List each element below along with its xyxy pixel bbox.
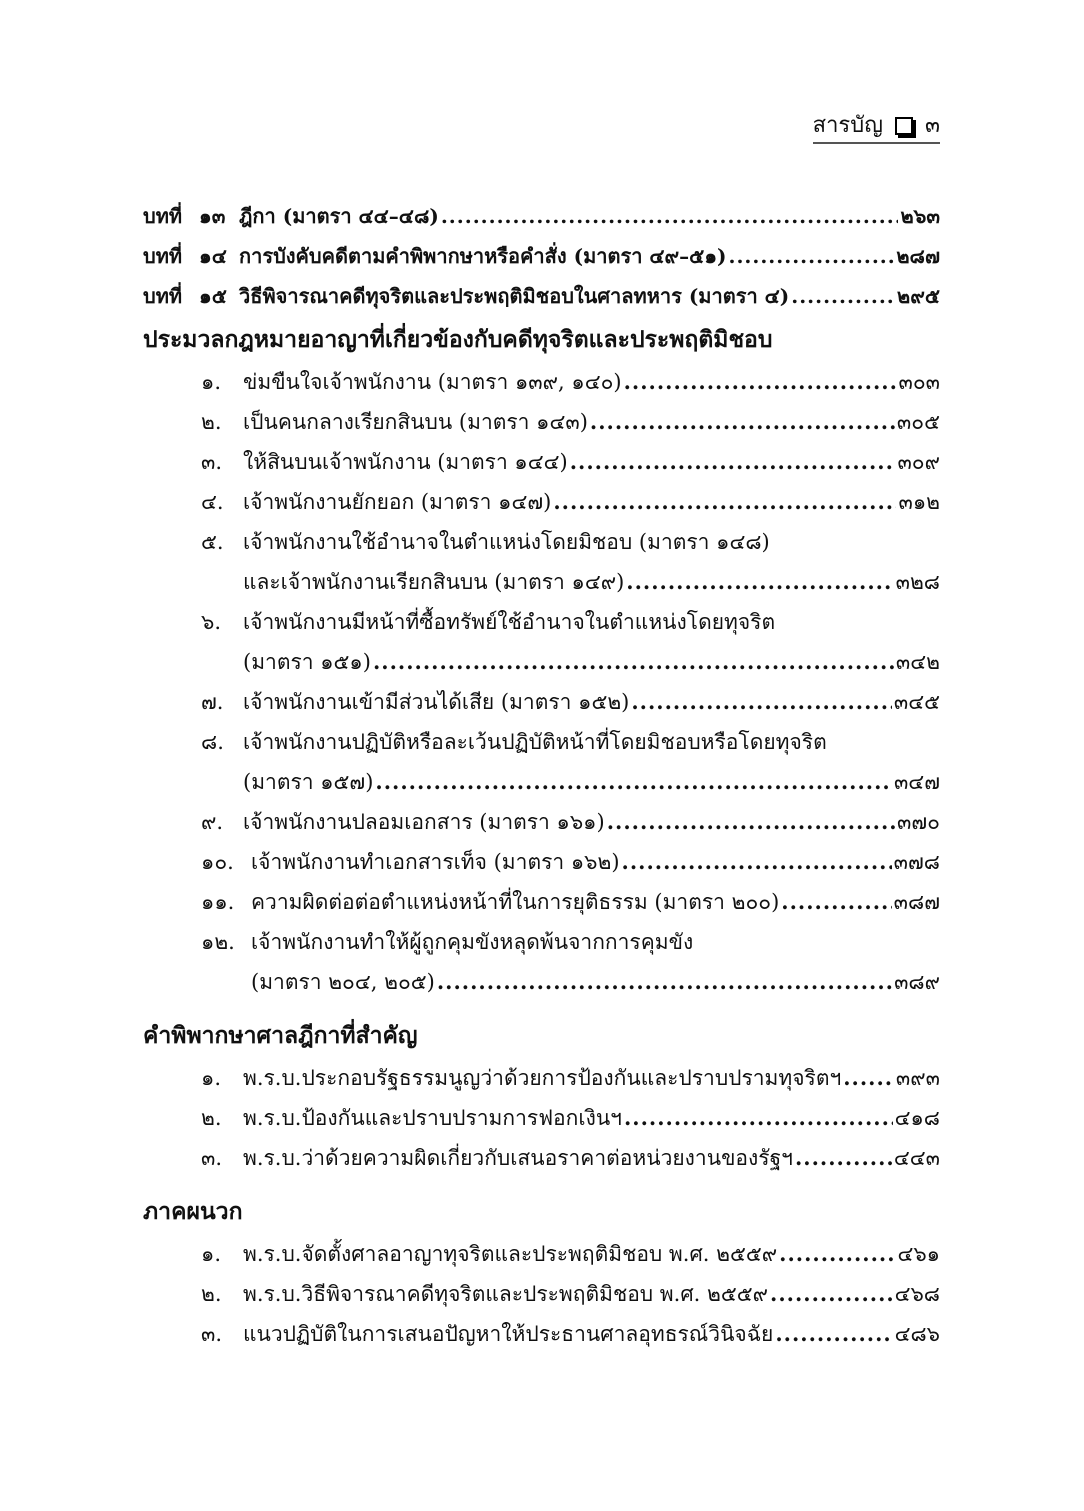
toc-item-line1[interactable] — [143, 722, 940, 762]
item-title: เป็นคนกลางเรียกสินบน (มาตรา ๑๔๓) — [243, 410, 588, 434]
toc-item-line2[interactable] — [143, 762, 940, 802]
dot-leader — [590, 402, 895, 442]
page-number: ๓๘๗ — [893, 890, 940, 914]
page-number: ๓๘๙ — [894, 970, 940, 994]
dot-leader — [775, 1314, 892, 1354]
toc-item[interactable] — [143, 882, 940, 922]
header-page-number: ๓ — [924, 113, 940, 138]
item-title: พ.ร.บ.ป้องกันและปราบปรามการฟอกเงินฯ — [243, 1106, 622, 1130]
item-number: ๓. — [201, 1146, 223, 1170]
chapter-prefix: บทที่ — [143, 244, 183, 268]
item-title-continued: (มาตรา ๑๕๑) — [243, 650, 371, 674]
toc-item-line2[interactable] — [143, 562, 940, 602]
chapter-number: ๑๕ — [199, 284, 227, 308]
header-title: สารบัญ — [812, 113, 883, 138]
toc-chapter-15[interactable] — [143, 276, 940, 316]
item-number: ๓. — [201, 450, 223, 474]
item-title-continued: และเจ้าพนักงานเรียกสินบน (มาตรา ๑๔๙) — [243, 570, 625, 594]
dot-leader — [781, 882, 891, 922]
section-heading-appendix: ภาคผนวก — [143, 1198, 243, 1225]
item-number: ๒. — [201, 410, 222, 434]
page-number: ๔๘๖ — [894, 1322, 940, 1346]
chapter-title: วิธีพิจารณาคดีทุจริตและประพฤติมิชอบในศาลทหาร (มาตรา ๔) — [239, 284, 790, 308]
item-title: พ.ร.บ.จัดตั้งศาลอาญาทุจริตและประพฤติมิชอบ พ.ศ. ๒๕๕๙ — [243, 1242, 778, 1266]
item-number: ๑. — [201, 370, 222, 394]
item-title: เจ้าพนักงานเข้ามีส่วนได้เสีย (มาตรา ๑๕๒) — [243, 690, 630, 714]
chapter-prefix: บทที่ — [143, 284, 183, 308]
toc-item[interactable] — [143, 482, 940, 522]
item-title: พ.ร.บ.วิธีพิจารณาคดีทุจริตและประพฤติมิชอบ พ.ศ. ๒๕๕๙ — [243, 1282, 769, 1306]
item-title: เจ้าพนักงานใช้อำนาจในตำแหน่งโดยมิชอบ (มาตรา ๑๔๘) — [243, 530, 770, 554]
section-heading-criminal-code: ประมวลกฎหมายอาญาที่เกี่ยวข้องกับคดีทุจริตและประพฤติมิชอบ — [143, 326, 773, 353]
item-number: ๑๒. — [201, 930, 235, 954]
dot-leader — [795, 1138, 892, 1178]
item-number: ๑๐. — [201, 850, 234, 874]
page-number: ๓๗๐ — [897, 810, 940, 834]
page-number: ๔๔๓ — [893, 1146, 940, 1170]
dot-leader — [770, 1274, 893, 1314]
item-title: เจ้าพนักงานมีหน้าที่ซื้อทรัพย์ใช้อำนาจในตำแหน่งโดยทุจริต — [243, 610, 776, 634]
item-title: ข่มขืนใจเจ้าพนักงาน (มาตรา ๑๓๙, ๑๔๐) — [243, 370, 622, 394]
item-number: ๑. — [201, 1242, 222, 1266]
dot-leader — [375, 762, 892, 802]
item-number: ๒. — [201, 1106, 222, 1130]
toc-item-line1[interactable] — [143, 922, 940, 962]
toc-item-line1[interactable] — [143, 522, 940, 562]
toc-chapter-14[interactable] — [143, 236, 940, 276]
dot-leader — [631, 682, 891, 722]
item-title-continued: (มาตรา ๑๕๗) — [243, 770, 374, 794]
toc-item[interactable] — [143, 1314, 940, 1354]
page-number: ๓๐๓ — [898, 370, 940, 394]
page-number: ๔๑๘ — [894, 1106, 940, 1130]
dot-leader — [626, 562, 893, 602]
page-number: ๓๗๘ — [893, 850, 940, 874]
item-title: แนวปฏิบัติในการเสนอปัญหาให้ประธานศาลอุทธรณ์วินิจฉัย — [243, 1322, 774, 1346]
page-number: ๓๔๕ — [893, 690, 940, 714]
dot-leader — [607, 802, 895, 842]
item-title-continued: (มาตรา ๒๐๔, ๒๐๕) — [251, 970, 435, 994]
chapter-title: ฎีกา (มาตรา ๔๔–๔๘) — [239, 204, 439, 228]
page-number: ๓๔๗ — [893, 770, 940, 794]
item-number: ๘. — [201, 730, 224, 754]
dot-leader — [624, 362, 897, 402]
page-header — [813, 112, 940, 144]
page-number: ๓๙๓ — [895, 1066, 940, 1090]
item-title: พ.ร.บ.ประกอบรัฐธรรมนูญว่าด้วยการป้องกันและปราบปรามทุจริตฯ — [243, 1066, 842, 1090]
dot-leader — [570, 442, 896, 482]
toc-item[interactable] — [143, 402, 940, 442]
page-number: ๓๐๕ — [896, 410, 940, 434]
item-title: เจ้าพนักงานปฏิบัติหรือละเว้นปฏิบัติหน้าที่โดยมิชอบหรือโดยทุจริต — [243, 730, 827, 754]
item-title: เจ้าพนักงานทำเอกสารเท็จ (มาตรา ๑๖๒) — [251, 850, 620, 874]
chapter-number: ๑๔ — [199, 244, 227, 268]
page-number: ๓๔๒ — [895, 650, 940, 674]
item-title: พ.ร.บ.ว่าด้วยความผิดเกี่ยวกับเสนอราคาต่อหน่วยงานของรัฐฯ — [243, 1146, 793, 1170]
toc-item[interactable] — [143, 682, 940, 722]
dot-leader — [373, 642, 894, 682]
item-title: ความผิดต่อต่อตำแหน่งหน้าที่ในการยุติธรรม (มาตรา ๒๐๐) — [251, 890, 780, 914]
item-title: ให้สินบนเจ้าพนักงาน (มาตรา ๑๔๔) — [243, 450, 568, 474]
dot-leader — [791, 276, 895, 316]
item-number: ๗. — [201, 690, 224, 714]
chapter-number: ๑๓ — [199, 204, 226, 228]
item-number: ๕. — [201, 530, 224, 554]
toc-item[interactable] — [143, 362, 940, 402]
dot-leader — [624, 1098, 893, 1138]
page-number: ๓๑๒ — [898, 490, 940, 514]
dot-leader — [843, 1058, 894, 1098]
dot-leader — [441, 196, 899, 236]
item-number: ๑๑. — [201, 890, 235, 914]
page-number: ๒๖๓ — [900, 204, 940, 228]
dot-leader — [622, 842, 892, 882]
item-title: เจ้าพนักงานทำให้ผู้ถูกคุมขังหลุดพ้นจากการคุมขัง — [251, 930, 694, 954]
toc-item-line2[interactable] — [143, 642, 940, 682]
dot-leader — [437, 962, 892, 1002]
page-number: ๔๖๘ — [894, 1282, 940, 1306]
page-number: ๒๙๕ — [897, 284, 940, 308]
toc-item[interactable] — [143, 842, 940, 882]
checkbox-icon — [895, 117, 913, 135]
item-number: ๑. — [201, 1066, 222, 1090]
page-number: ๓๒๘ — [895, 570, 940, 594]
toc-item[interactable] — [143, 442, 940, 482]
toc-item-line2[interactable] — [143, 962, 940, 1002]
dot-leader — [728, 236, 894, 276]
item-number: ๙. — [201, 810, 224, 834]
toc-item[interactable] — [143, 1274, 940, 1314]
toc-item[interactable] — [143, 1058, 940, 1098]
item-number: ๒. — [201, 1282, 222, 1306]
item-number: ๖. — [201, 610, 222, 634]
toc-item[interactable] — [143, 802, 940, 842]
toc-item[interactable] — [143, 1138, 940, 1178]
chapter-prefix: บทที่ — [143, 204, 183, 228]
item-number: ๓. — [201, 1322, 223, 1346]
item-number: ๔. — [201, 490, 224, 514]
page-number: ๒๘๗ — [896, 244, 940, 268]
chapter-title: การบังคับคดีตามคำพิพากษาหรือคำสั่ง (มาตรา ๔๙–๕๑) — [239, 244, 727, 268]
table-of-contents — [143, 196, 940, 1354]
toc-chapter-13[interactable] — [143, 196, 940, 236]
toc-item-line1[interactable] — [143, 602, 940, 642]
dot-leader — [779, 1234, 895, 1274]
page-number: ๓๐๙ — [897, 450, 940, 474]
item-title: เจ้าพนักงานยักยอก (มาตรา ๑๔๗) — [243, 490, 552, 514]
toc-item[interactable] — [143, 1098, 940, 1138]
dot-leader — [553, 482, 896, 522]
item-title: เจ้าพนักงานปลอมเอกสาร (มาตรา ๑๖๑) — [243, 810, 605, 834]
page-number: ๔๖๑ — [897, 1242, 940, 1266]
section-heading-supreme-court: คำพิพากษาศาลฎีกาที่สำคัญ — [143, 1022, 418, 1049]
toc-item[interactable] — [143, 1234, 940, 1274]
